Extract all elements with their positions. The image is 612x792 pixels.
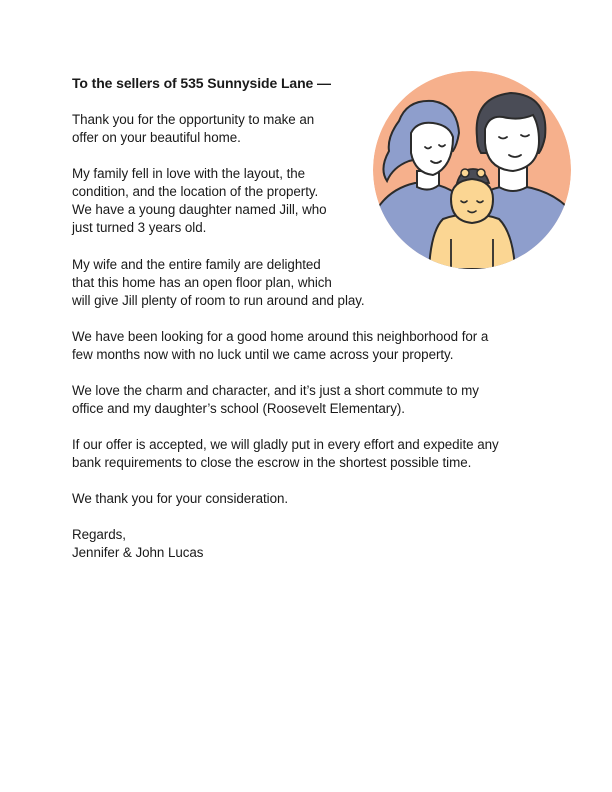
paragraph-search: We have been looking for a good home around this neighborhood for a few months now with no luck until we came across your property. <box>72 329 489 362</box>
paragraph-floor-plan: My wife and the entire family are delighted that this home has an open floor plan, which will give Jill plenty of room to run around and play. <box>72 257 365 308</box>
paragraph-thanks: We thank you for your consideration. <box>72 491 289 506</box>
paragraph-family-love: My family fell in love with the layout, the condition, and the location of the property. We have a young daughter named Jill, who just turned 3 years old. <box>72 166 327 235</box>
paragraph-commute: We love the charm and character, and it’s just a short commute to my office and my daughter’s school (Roosevelt Elementary). <box>72 383 479 416</box>
family-portrait-icon <box>373 71 571 269</box>
signature-block: Regards, Jennifer & John Lucas <box>72 527 204 560</box>
letter-heading: To the sellers of 535 Sunnyside Lane — <box>72 75 331 91</box>
paragraph-thank-you: Thank you for the opportunity to make an offer on your beautiful home. <box>72 112 315 145</box>
paragraph-offer: If our offer is accepted, we will gladly put in every effort and expedite any bank requirements to close the escrow in the shortest possible time. <box>72 437 499 470</box>
